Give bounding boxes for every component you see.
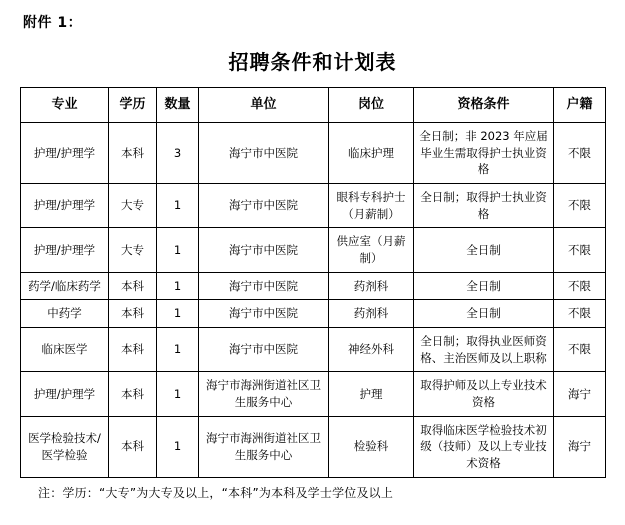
table-row xyxy=(21,184,606,228)
cell-unit: 海宁市海洲街道社区卫生服务中心 xyxy=(199,372,329,416)
cell-major: 护理/护理学 xyxy=(21,228,109,272)
column-header-education: 学历 xyxy=(109,88,157,123)
cell-count: 1 xyxy=(157,416,199,477)
cell-unit: 海宁市海洲街道社区卫生服务中心 xyxy=(199,416,329,477)
cell-count: 1 xyxy=(157,272,199,300)
cell-household: 不限 xyxy=(554,123,606,184)
cell-household: 海宁 xyxy=(554,372,606,416)
cell-position: 检验科 xyxy=(329,416,414,477)
cell-count: 1 xyxy=(157,372,199,416)
cell-education: 本科 xyxy=(109,328,157,372)
cell-qualification: 全日制；取得护士执业资格 xyxy=(414,184,554,228)
cell-unit: 海宁市中医院 xyxy=(199,228,329,272)
cell-position: 供应室（月薪制） xyxy=(329,228,414,272)
cell-unit: 海宁市中医院 xyxy=(199,300,329,328)
table-row xyxy=(21,328,606,372)
table-body xyxy=(21,123,606,478)
cell-education: 大专 xyxy=(109,228,157,272)
cell-qualification: 全日制；取得执业医师资格、主治医师及以上职称 xyxy=(414,328,554,372)
cell-qualification: 全日制；非 2023 年应届毕业生需取得护士执业资格 xyxy=(414,123,554,184)
cell-major: 护理/护理学 xyxy=(21,372,109,416)
cell-position: 药剂科 xyxy=(329,272,414,300)
cell-major: 临床医学 xyxy=(21,328,109,372)
cell-qualification: 取得护师及以上专业技术资格 xyxy=(414,372,554,416)
cell-count: 1 xyxy=(157,228,199,272)
table-row xyxy=(21,228,606,272)
cell-household: 不限 xyxy=(554,328,606,372)
cell-education: 本科 xyxy=(109,416,157,477)
cell-position: 临床护理 xyxy=(329,123,414,184)
cell-unit: 海宁市中医院 xyxy=(199,123,329,184)
cell-household: 不限 xyxy=(554,300,606,328)
cell-major: 医学检验技术/医学检验 xyxy=(21,416,109,477)
page-title: 招聘条件和计划表 xyxy=(228,50,397,74)
column-header-major: 专业 xyxy=(21,88,109,123)
cell-qualification: 全日制 xyxy=(414,300,554,328)
cell-major: 药学/临床药学 xyxy=(21,272,109,300)
cell-education: 本科 xyxy=(109,272,157,300)
cell-education: 本科 xyxy=(109,123,157,184)
cell-position: 神经外科 xyxy=(329,328,414,372)
attachment-label: 附件 1： xyxy=(23,15,83,31)
column-header-position: 岗位 xyxy=(329,88,414,123)
table-row xyxy=(21,372,606,416)
cell-position: 眼科专科护士（月薪制） xyxy=(329,184,414,228)
cell-household: 不限 xyxy=(554,184,606,228)
table-header-row xyxy=(21,88,606,123)
table-note: 注：学历：“大专”为大专及以上，“本科”为本科及学士学位及以上 xyxy=(38,485,394,500)
column-header-household: 户籍 xyxy=(554,88,606,123)
cell-unit: 海宁市中医院 xyxy=(199,184,329,228)
cell-major: 护理/护理学 xyxy=(21,184,109,228)
cell-household: 不限 xyxy=(554,272,606,300)
cell-education: 本科 xyxy=(109,300,157,328)
table-row xyxy=(21,300,606,328)
cell-position: 药剂科 xyxy=(329,300,414,328)
cell-major: 中药学 xyxy=(21,300,109,328)
cell-count: 1 xyxy=(157,300,199,328)
cell-qualification: 全日制 xyxy=(414,228,554,272)
cell-qualification: 全日制 xyxy=(414,272,554,300)
cell-education: 本科 xyxy=(109,372,157,416)
cell-unit: 海宁市中医院 xyxy=(199,328,329,372)
table-row xyxy=(21,416,606,477)
cell-education: 大专 xyxy=(109,184,157,228)
cell-count: 1 xyxy=(157,184,199,228)
column-header-count: 数量 xyxy=(157,88,199,123)
cell-major: 护理/护理学 xyxy=(21,123,109,184)
table-row xyxy=(21,272,606,300)
recruitment-table xyxy=(20,87,606,478)
cell-count: 1 xyxy=(157,328,199,372)
cell-household: 不限 xyxy=(554,228,606,272)
cell-unit: 海宁市中医院 xyxy=(199,272,329,300)
cell-position: 护理 xyxy=(329,372,414,416)
column-header-qualification: 资格条件 xyxy=(414,88,554,123)
table-row xyxy=(21,123,606,184)
cell-count: 3 xyxy=(157,123,199,184)
column-header-unit: 单位 xyxy=(199,88,329,123)
cell-household: 海宁 xyxy=(554,416,606,477)
cell-qualification: 取得临床医学检验技术初级（技师）及以上专业技术资格 xyxy=(414,416,554,477)
